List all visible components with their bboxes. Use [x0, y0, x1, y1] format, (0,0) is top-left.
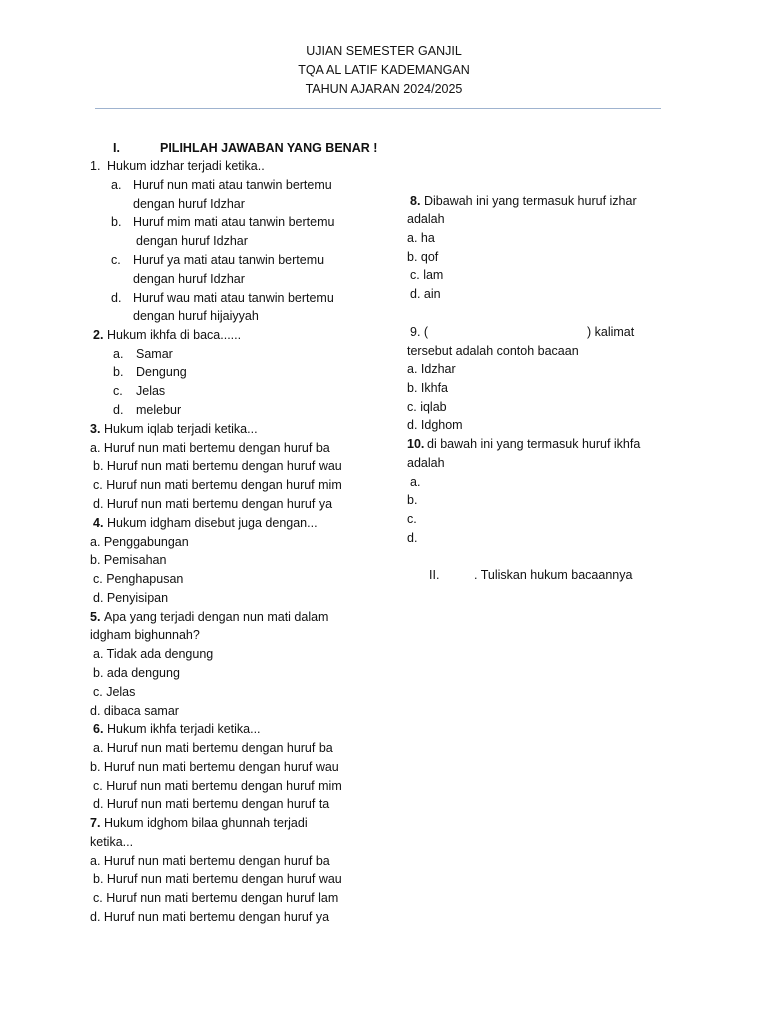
q5-option-b: b. ada dengung — [93, 666, 180, 680]
q1-option-a-cont: dengan huruf Idzhar — [133, 197, 245, 211]
q1-option-d: Huruf wau mati atau tanwin bertemu — [133, 291, 334, 305]
q9-option-a: a. Idzhar — [407, 362, 456, 376]
q1-number: 1. — [90, 159, 101, 173]
header-divider — [95, 108, 661, 109]
q7-text: Hukum idghom bilaa ghunnah terjadi — [104, 816, 308, 830]
q2-option-c: Jelas — [136, 384, 166, 398]
q6-option-c: c. Huruf nun mati bertemu dengan huruf mim — [93, 779, 342, 793]
q10-text: di bawah ini yang termasuk huruf ikhfa — [427, 437, 641, 451]
q2-option-a-label: a. — [113, 347, 124, 361]
q6-option-d: d. Huruf nun mati bertemu dengan huruf ta — [93, 797, 330, 811]
q10-option-d: d. — [407, 531, 418, 545]
q5-option-c: c. Jelas — [93, 685, 136, 699]
q9-option-b: b. Ikhfa — [407, 381, 448, 395]
q5-number: 5. — [90, 610, 101, 624]
q1-option-b-label: b. — [111, 215, 122, 229]
q1-text: Hukum idzhar terjadi ketika.. — [107, 159, 265, 173]
q3-option-a: a. Huruf nun mati bertemu dengan huruf ba — [90, 441, 330, 455]
header-school: TQA AL LATIF KADEMANGAN — [298, 63, 470, 77]
q9-option-d: d. Idghom — [407, 418, 463, 432]
q2-option-d-label: d. — [113, 403, 124, 417]
q9-number: 9. ( — [410, 325, 429, 339]
section-1-title: PILIHLAH JAWABAN YANG BENAR ! — [160, 141, 378, 155]
q1-option-d-label: d. — [111, 291, 122, 305]
q2-option-d: melebur — [136, 403, 182, 417]
q4-option-d: d. Penyisipan — [93, 591, 169, 605]
q2-option-c-label: c. — [113, 384, 123, 398]
q3-option-d: d. Huruf nun mati bertemu dengan huruf ya — [93, 497, 333, 511]
q4-option-b: b. Pemisahan — [90, 553, 167, 567]
q9-option-c: c. iqlab — [407, 400, 447, 414]
q4-number: 4. — [93, 516, 104, 530]
q6-number: 6. — [93, 722, 104, 736]
q1-option-c-cont: dengan huruf Idzhar — [133, 272, 245, 286]
q5-option-d: d. dibaca samar — [90, 704, 179, 718]
q8-option-d: d. ain — [410, 287, 441, 301]
q7-option-d: d. Huruf nun mati bertemu dengan huruf ya — [90, 910, 330, 924]
q1-option-a-label: a. — [111, 178, 122, 192]
q2-option-b: Dengung — [136, 365, 187, 379]
q1-option-c-label: c. — [111, 253, 121, 267]
q10-number: 10. — [407, 437, 425, 451]
q3-number: 3. — [90, 422, 101, 436]
q4-text: Hukum idgham disebut juga dengan... — [107, 516, 318, 530]
q10-option-a: a. — [410, 475, 421, 489]
q10-option-b: b. — [407, 493, 418, 507]
q4-option-a: a. Penggabungan — [90, 535, 189, 549]
header-title: UJIAN SEMESTER GANJIL — [306, 44, 462, 58]
q7-number: 7. — [90, 816, 101, 830]
q3-option-c: c. Huruf nun mati bertemu dengan huruf mim — [93, 478, 342, 492]
q8-number: 8. — [410, 194, 421, 208]
q2-text: Hukum ikhfa di baca...... — [107, 328, 242, 342]
q7-option-a: a. Huruf nun mati bertemu dengan huruf ba — [90, 854, 330, 868]
q10-text-cont: adalah — [407, 456, 445, 470]
q3-text: Hukum iqlab terjadi ketika... — [104, 422, 258, 436]
q6-option-a: a. Huruf nun mati bertemu dengan huruf ba — [93, 741, 333, 755]
q1-option-a: Huruf nun mati atau tanwin bertemu — [133, 178, 332, 192]
q1-option-b: Huruf mim mati atau tanwin bertemu — [133, 215, 335, 229]
q3-option-b: b. Huruf nun mati bertemu dengan huruf wau — [93, 459, 342, 473]
q9-text-cont: tersebut adalah contoh bacaan — [407, 344, 579, 358]
q6-text: Hukum ikhfa terjadi ketika... — [107, 722, 261, 736]
section-2-numeral: II. — [429, 568, 440, 582]
q2-number: 2. — [93, 328, 104, 342]
q7-option-b: b. Huruf nun mati bertemu dengan huruf wau — [93, 872, 342, 886]
q7-option-c: c. Huruf nun mati bertemu dengan huruf lam — [93, 891, 339, 905]
section-2-title: . Tuliskan hukum bacaannya — [474, 568, 633, 582]
q1-option-c: Huruf ya mati atau tanwin bertemu — [133, 253, 325, 267]
q1-option-b-cont: dengan huruf Idzhar — [136, 234, 248, 248]
q9-text: ) kalimat — [587, 325, 635, 339]
q5-text: Apa yang terjadi dengan nun mati dalam — [104, 610, 329, 624]
q10-option-c: c. — [407, 512, 417, 526]
q8-option-a: a. ha — [407, 231, 435, 245]
q1-option-d-cont: dengan huruf hijaiyyah — [133, 309, 259, 323]
exam-header — [0, 42, 768, 99]
q2-option-a: Samar — [136, 347, 173, 361]
q4-option-c: c. Penghapusan — [93, 572, 184, 586]
q2-option-b-label: b. — [113, 365, 124, 379]
q8-option-b: b. qof — [407, 250, 439, 264]
q8-option-c: c. lam — [410, 268, 444, 282]
q8-text: Dibawah ini yang termasuk huruf izhar — [424, 194, 637, 208]
q7-text-cont: ketika... — [90, 835, 134, 849]
q6-option-b: b. Huruf nun mati bertemu dengan huruf wau — [90, 760, 339, 774]
q5-text-cont: idgham bighunnah? — [90, 628, 200, 642]
q8-text-cont: adalah — [407, 212, 445, 226]
q5-option-a: a. Tidak ada dengung — [93, 647, 214, 661]
header-year: TAHUN AJARAN 2024/2025 — [305, 82, 463, 96]
section-1-numeral: I. — [113, 141, 120, 155]
